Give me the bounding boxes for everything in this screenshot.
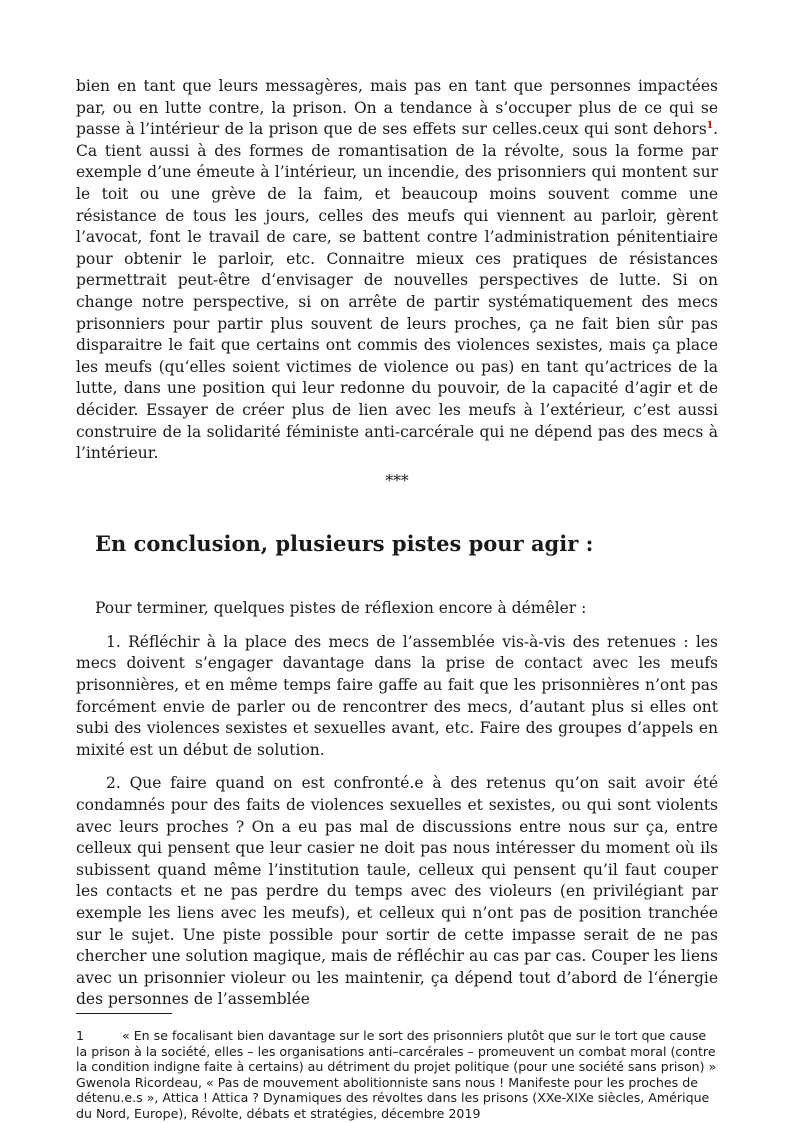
document-page bbox=[76, 76, 718, 1122]
footnote bbox=[76, 1028, 718, 1122]
footnote-text: « En se focalisant bien davantage sur le sort des prisonniers plutôt que sur le tort que cause la prison à la société, elles – les organisations anti–carcérales – promeuvent un combat moral (contre la condition indigne faite à certains) au détriment du projet politique (pour une société sans prison) » Gwenola Ricordeau, « Pas de mouvement abolitionniste sans nous ! Manifeste pour les proches de détenu.e.s », Attica ! Attica ? Dynamiques des révoltes dans les prisons (XXe-XIXe siècles, Amérique du Nord, Europe), Révolte, débats et stratégies, décembre 2019 bbox=[76, 1027, 717, 1121]
section-separator: *** bbox=[385, 471, 409, 490]
intro-paragraph: Pour terminer, quelques pistes de réflexion encore à démêler : bbox=[95, 599, 587, 618]
footnote-divider bbox=[76, 1013, 172, 1014]
footnote-number: 1 bbox=[76, 1027, 85, 1043]
body-paragraph bbox=[76, 76, 718, 465]
list-item-2: 2. Que faire quand on est confronté.e à des retenus qu’on sait avoir été condamnés pour des faits de violences sexuelles et sexistes, ou qui sont violents avec leurs proches ? On a eu pas mal de discussions entre nous sur ça, entre celleux qui pensent que leur casier ne doit pas nous intéresser du moment où ils subissent quand même l’institution taule, celleux qui pensent qu’il faut couper les contacts et ne pas perdre du temps avec des violeurs (en privilégiant par exemple les liens avec les meufs), et celleux qui n’ont pas de position tranchée sur le sujet. Une piste possible pour sortir de cette impasse serait de ne pas chercher une solution magique, mais de réfléchir au cas par cas. Couper les liens avec un prisonnier violeur ou les maintenir, ça dépend tout d’abord de l‘énergie des personnes de l’assemblée bbox=[76, 774, 718, 1009]
paragraph-continuation: bien en tant que leurs messagères, mais pas en tant que personnes impactées par, ou en lutte contre, la prison. On a tendance à s’occuper plus de ce qui se passe à l’intérieur de la prison que de ses effets sur celles.ceux qui sont dehors bbox=[76, 77, 718, 139]
footnote-reference[interactable]: 1 bbox=[706, 121, 714, 132]
section-heading: En conclusion, plusieurs pistes pour agir : bbox=[95, 531, 594, 557]
list-item-1: 1. Réfléchir à la place des mecs de l’assemblée vis-à-vis des retenues : les mecs doivent s’engager davantage dans la prise de contact avec les meufs prisonnières, et en même temps faire gaffe au fait que les prisonnières n’ont pas forcément envie de parler ou de rencontrer des mecs, d’autant plus si elles ont subi des violences sexistes et sexuelles avant, etc. Faire des groupes d’appels en mixité est un début de solution. bbox=[76, 632, 718, 759]
paragraph-rest: . Ca tient aussi à des formes de romantisation de la révolte, sous la forme par exemple d’une émeute à l’intérieur, un incendie, des prisonniers qui montent sur le toit ou une grève de la faim, et beaucoup moins souvent comme une résistance de tous les jours, celles des meufs qui viennent au parloir, gèrent l’avocat, font le travail de care, se battent contre l’administration pénitentiaire pour obtenir le parloir, etc. Connaitre mieux ces pratiques de résistances permettrait peut-être d‘envisager de nouvelles perspectives de lutte. Si on change notre perspective, si on arrête de partir systématiquement des mecs prisonniers pour partir plus souvent de leurs proches, ça ne fait bien sûr pas disparaitre le fait que certains ont commis des violences sexistes, mais ça place les meufs (qu‘elles soient victimes de violence ou pas) en tant qu’actrices de la lutte, dans une position qui leur redonne du pouvoir, de la capacité d’agir et de décider. Essayer de créer plus de lien avec les meufs à l’extérieur, c’est aussi construire de la solidarité féministe anti-carcérale qui ne dépend pas des mecs à l’intérieur. bbox=[76, 120, 718, 463]
